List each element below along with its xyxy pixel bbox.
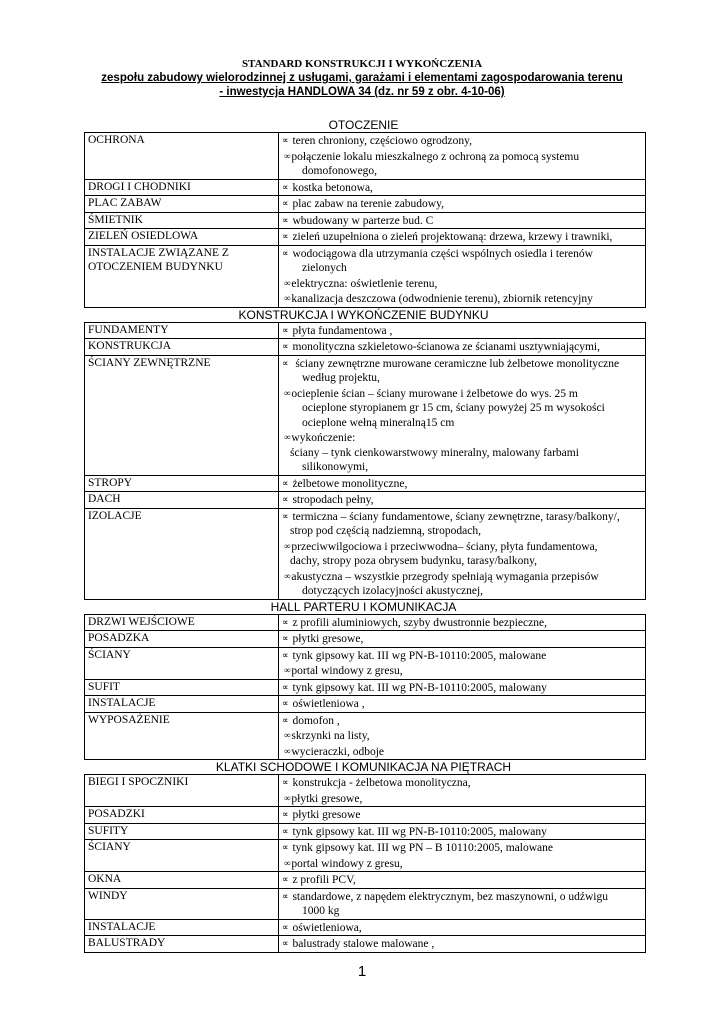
row-label <box>85 696 279 713</box>
section-table <box>84 322 646 600</box>
description-line <box>282 744 643 760</box>
table-row <box>85 872 646 889</box>
bullet-icon: ∞ <box>284 857 291 868</box>
row-description <box>279 936 646 953</box>
row-label-line: ŚCIANY ZEWNĘTRZNE <box>88 356 211 369</box>
description-line <box>282 229 643 245</box>
row-label <box>85 322 279 339</box>
table-row <box>85 647 646 679</box>
bullet-icon: ∞ <box>284 792 291 803</box>
bullet-icon: ∝ <box>282 198 289 208</box>
description-text: kostka betonowa, <box>292 181 373 194</box>
description-line <box>282 936 643 952</box>
description-text: stropodach pełny, <box>292 494 374 506</box>
description-line <box>282 246 643 262</box>
table-row <box>85 212 646 229</box>
bullet-icon: ∝ <box>282 477 289 488</box>
description-line <box>282 680 643 696</box>
description-line <box>282 276 643 292</box>
description-text: oświetleniowa , <box>292 698 365 710</box>
row-description <box>279 492 646 509</box>
document-subtitle-line-1: zespołu zabudowy wielorodzinnej z usługami, garażami i elementami zagospodarowania terenu <box>101 72 623 84</box>
description-line <box>282 416 643 431</box>
description-text: dotyczących izolacyjności akustycznej, <box>302 585 484 597</box>
description-line <box>282 213 643 229</box>
row-description <box>279 679 646 696</box>
table-row <box>85 196 646 213</box>
description-line <box>282 386 643 402</box>
description-line <box>282 133 643 149</box>
row-description <box>279 888 646 919</box>
table-row <box>85 475 646 492</box>
description-text: akustyczna – wszystkie przegrody spełniają wymagania przepisów <box>291 570 599 583</box>
bullet-icon: ∞ <box>284 665 291 675</box>
row-label-line: PLAC ZABAW <box>88 197 162 209</box>
bullet-icon: ∝ <box>282 874 289 884</box>
row-label <box>85 339 279 356</box>
description-text: konstrukcja - żelbetowa monolityczna, <box>292 777 471 789</box>
description-line <box>282 164 643 179</box>
bullet-icon: ∞ <box>284 150 291 161</box>
bullet-icon: ∝ <box>282 214 289 225</box>
row-description <box>279 807 646 824</box>
row-label <box>85 840 279 872</box>
bullet-icon: ∝ <box>282 777 289 787</box>
description-text: tynk gipsowy kat. III wg PN-B-10110:2005, malowany <box>292 681 547 694</box>
table-row <box>85 775 646 807</box>
row-label-line: INSTALACJE <box>88 697 156 709</box>
description-line <box>282 460 643 475</box>
description-text: elektryczna: oświetlenie terenu, <box>291 277 438 290</box>
section-table <box>84 614 646 761</box>
row-label <box>85 936 279 953</box>
row-label-line: IZOLACJE <box>88 509 142 522</box>
description-line <box>282 323 643 339</box>
row-label-line: BIEGI I SPOCZNIKI <box>88 776 189 788</box>
description-line <box>282 663 643 679</box>
document-title: STANDARD KONSTRUKCJI I WYKOŃCZENIA <box>241 58 483 70</box>
table-row <box>85 322 646 339</box>
section-title: OTOCZENIE <box>328 118 399 132</box>
row-description <box>279 196 646 213</box>
table-row <box>85 696 646 713</box>
description-text: standardowe, z napędem elektrycznym, bez maszynowni, o udźwigu <box>292 890 608 903</box>
description-text: ściany – tynk cienkowarstwowy mineralny, malowany farbami <box>290 446 579 459</box>
row-label <box>85 179 279 196</box>
description-line <box>282 648 643 664</box>
description-line <box>282 339 643 355</box>
description-line <box>282 196 643 212</box>
row-label <box>85 475 279 492</box>
table-row <box>85 339 646 356</box>
bullet-icon: ∞ <box>284 277 291 288</box>
row-label-line: OCHRONA <box>88 134 145 146</box>
row-description <box>279 475 646 492</box>
row-label <box>85 229 279 246</box>
row-label-line: SUFITY <box>88 824 129 837</box>
row-label <box>85 872 279 889</box>
description-text: 1000 kg <box>302 905 340 917</box>
description-text: skrzynki na listy, <box>291 730 370 742</box>
table-row <box>85 712 646 760</box>
row-label <box>85 647 279 679</box>
row-label-line: DRZWI WEJŚCIOWE <box>88 615 195 628</box>
document-subtitle-line-2: - inwestycja HANDLOWA 34 (dz. nr 59 z obr. 4-10-06) <box>219 86 505 98</box>
description-text: termiczna – ściany fundamentowe, ściany zewnętrzne, tarasy/balkony/, <box>292 510 620 523</box>
row-description <box>279 614 646 631</box>
row-label-line: OTOCZENIEM BUDYNKU <box>88 261 223 273</box>
description-line <box>282 920 643 936</box>
description-line <box>282 446 643 461</box>
bullet-icon: ∝ <box>282 135 289 145</box>
bullet-icon: ∝ <box>282 510 289 521</box>
bullet-icon: ∝ <box>282 714 289 725</box>
row-label <box>85 919 279 936</box>
row-description <box>279 647 646 679</box>
description-line <box>282 840 643 856</box>
description-text: tynk gipsowy kat. III wg PN – B 10110:2005, malowane <box>292 842 553 854</box>
table-row <box>85 823 646 840</box>
description-text: wbudowany w parterze bud. C <box>292 214 434 227</box>
bullet-icon: ∝ <box>282 247 289 258</box>
description-text: według projektu, <box>302 372 380 384</box>
bullet-icon: ∝ <box>282 921 289 932</box>
description-line <box>282 492 643 508</box>
bullet-icon: ∝ <box>282 633 289 643</box>
description-text: plac zabaw na terenie zabudowy, <box>292 198 444 210</box>
table-row <box>85 679 646 696</box>
description-line <box>282 261 643 276</box>
table-row <box>85 888 646 919</box>
row-label <box>85 823 279 840</box>
description-text: zielonych <box>302 262 347 274</box>
description-text: z profili aluminiowych, szyby dwustronnie bezpieczne, <box>292 616 547 629</box>
section-table <box>84 774 646 953</box>
row-label-line: POSADZKI <box>88 808 145 820</box>
bullet-icon: ∝ <box>282 324 289 335</box>
bullet-icon: ∝ <box>282 825 289 836</box>
description-line <box>282 904 643 919</box>
row-description <box>279 508 646 599</box>
specification-sections <box>84 118 643 953</box>
description-text: z profili PCV, <box>292 874 356 886</box>
description-line <box>282 584 643 599</box>
row-description <box>279 212 646 229</box>
description-text: zieleń uzupełniona o zieleń projektowaną: drzewa, krzewy i trawniki, <box>292 231 613 243</box>
description-line <box>282 791 643 807</box>
description-text: dachy, stropy poza obrysem budynku, tarasy/balkony, <box>290 555 537 567</box>
description-text: oświetleniowa, <box>292 921 362 934</box>
description-text: płytki gresowe, <box>291 792 363 805</box>
description-text: płyta fundamentowa , <box>292 324 393 337</box>
description-text: silikonowymi, <box>302 461 369 473</box>
bullet-icon: ∞ <box>284 293 291 303</box>
table-row <box>85 508 646 599</box>
row-label <box>85 196 279 213</box>
description-text: ściany zewnętrzne murowane ceramiczne lub żelbetowe monolityczne <box>292 357 620 370</box>
bullet-icon: ∝ <box>282 616 289 627</box>
row-description <box>279 339 646 356</box>
description-text: połączenie lokalu mieszkalnego z ochroną za pomocą systemu <box>291 150 580 163</box>
description-line <box>282 476 643 492</box>
bullet-icon: ∝ <box>282 890 289 901</box>
bullet-icon: ∝ <box>282 842 289 852</box>
row-description <box>279 775 646 807</box>
bullet-icon: ∞ <box>284 387 291 398</box>
row-description <box>279 631 646 648</box>
description-text: wykończenie: <box>291 432 356 444</box>
description-text: ocieplone styropianem gr 15 cm, ściany powyżej 25 m wysokości <box>302 402 605 414</box>
row-description <box>279 322 646 339</box>
row-label <box>85 712 279 760</box>
description-line <box>282 539 643 555</box>
description-line <box>282 291 643 307</box>
row-label <box>85 245 279 307</box>
description-text: tynk gipsowy kat. III wg PN-B-10110:2005, malowane <box>292 649 547 662</box>
document-header <box>60 56 664 99</box>
row-description <box>279 133 646 180</box>
description-text: domofon , <box>292 714 340 727</box>
description-text: portal windowy z gresu, <box>291 857 403 870</box>
description-text: ocieplone wełną mineralną15 cm <box>302 416 455 429</box>
description-text: domofonowego, <box>302 165 378 177</box>
bullet-icon: ∝ <box>282 649 289 660</box>
page-number: 1 <box>357 963 367 980</box>
row-label-line: ŚMIETNIK <box>88 213 143 226</box>
bullet-icon: ∝ <box>282 494 289 504</box>
row-description <box>279 355 646 475</box>
description-line <box>282 509 643 525</box>
description-text: płytki gresowe, <box>292 633 364 645</box>
row-label <box>85 807 279 824</box>
description-text: monolityczna szkieletowo-ścianowa ze ścianami usztywniającymi, <box>292 341 600 353</box>
section-table <box>84 132 646 308</box>
row-label-line: WINDY <box>88 889 128 902</box>
description-text: kanalizacja deszczowa (odwodnienie terenu), zbiornik retencyjny <box>291 293 593 305</box>
description-line <box>282 569 643 585</box>
bullet-icon: ∝ <box>282 681 289 692</box>
section-title: KLATKI SCHODOWE I KOMUNIKACJA NA PIĘTRACH <box>215 760 512 774</box>
row-description <box>279 840 646 872</box>
row-label-line: BALUSTRADY <box>88 937 166 949</box>
row-description <box>279 229 646 246</box>
row-label-line: STROPY <box>88 476 133 489</box>
row-label-line: POSADZKA <box>88 632 150 644</box>
description-line <box>282 856 643 872</box>
description-line <box>282 524 643 539</box>
description-text: przeciwwilgociowa i przeciwwodna– ściany, płyta fundamentowa, <box>291 540 598 553</box>
description-text: portal windowy z gresu, <box>291 665 403 677</box>
description-line <box>282 696 643 712</box>
description-line <box>282 824 643 840</box>
row-label-line: DROGI I CHODNIKI <box>88 180 191 193</box>
description-line <box>282 775 643 791</box>
table-row <box>85 807 646 824</box>
row-label-line: ŚCIANY <box>88 648 131 661</box>
table-row <box>85 133 646 180</box>
description-line <box>282 807 643 823</box>
description-line <box>282 430 643 446</box>
table-row <box>85 492 646 509</box>
table-row <box>85 179 646 196</box>
description-line <box>282 401 643 416</box>
table-row <box>85 614 646 631</box>
row-description <box>279 179 646 196</box>
description-line <box>282 728 643 744</box>
row-label <box>85 888 279 919</box>
bullet-icon: ∝ <box>282 357 289 368</box>
description-text: strop pod częścią nadziemną, stropodach, <box>290 525 481 537</box>
description-line <box>282 631 643 647</box>
row-label-line: ŚCIANY <box>88 841 131 853</box>
description-text: płytki gresowe <box>292 809 361 821</box>
bullet-icon: ∞ <box>284 540 291 551</box>
description-text: żelbetowe monolityczne, <box>292 477 408 490</box>
row-label <box>85 133 279 180</box>
row-label <box>85 631 279 648</box>
table-row <box>85 245 646 307</box>
table-row <box>85 919 646 936</box>
row-description <box>279 712 646 760</box>
row-label <box>85 212 279 229</box>
row-label <box>85 355 279 475</box>
row-label <box>85 775 279 807</box>
description-line <box>282 554 643 569</box>
section-title: KONSTRUKCJA I WYKOŃCZENIE BUDYNKU <box>238 307 489 322</box>
bullet-icon: ∝ <box>282 938 289 948</box>
bullet-icon: ∞ <box>284 730 291 740</box>
bullet-icon: ∝ <box>282 698 289 708</box>
row-label-line: FUNDAMENTY <box>88 323 169 336</box>
row-label-line: OKNA <box>88 873 122 885</box>
description-text: tynk gipsowy kat. III wg PN-B-10110:2005, malowany <box>292 825 547 838</box>
row-label <box>85 508 279 599</box>
row-label-line: SUFIT <box>88 680 120 693</box>
description-line <box>282 371 643 386</box>
row-label-line: INSTALACJE <box>88 920 156 933</box>
row-label-line: KONSTRUKCJA <box>88 340 172 352</box>
row-label <box>85 679 279 696</box>
bullet-icon: ∞ <box>284 432 291 442</box>
table-row <box>85 355 646 475</box>
bullet-icon: ∝ <box>282 181 289 192</box>
row-label-line: WYPOSAŻENIE <box>88 713 170 726</box>
row-label-line: ZIELEŃ OSIEDLOWA <box>88 230 199 242</box>
description-text: wodociągowa dla utrzymania części wspólnych osiedla i terenów <box>292 247 593 260</box>
description-text: teren chroniony, częściowo ogrodzony, <box>292 135 473 147</box>
description-text: wycieraczki, odboje <box>291 745 385 758</box>
row-label <box>85 614 279 631</box>
bullet-icon: ∞ <box>284 745 291 756</box>
table-row <box>85 229 646 246</box>
bullet-icon: ∝ <box>282 341 289 351</box>
bullet-icon: ∞ <box>284 570 291 581</box>
row-label <box>85 492 279 509</box>
description-line <box>282 149 643 165</box>
section-title: HALL PARTERU I KOMUNIKACJA <box>270 599 457 614</box>
description-text: ocieplenie ścian – ściany murowane i żelbetowe do wys. 25 m <box>291 387 578 400</box>
row-description <box>279 919 646 936</box>
row-description <box>279 245 646 307</box>
row-label-line: INSTALACJE ZWIĄZANE Z <box>88 246 229 259</box>
bullet-icon: ∝ <box>282 809 289 819</box>
row-description <box>279 872 646 889</box>
table-row <box>85 840 646 872</box>
description-line <box>282 356 643 372</box>
table-row <box>85 631 646 648</box>
row-description <box>279 696 646 713</box>
description-text: balustrady stalowe malowane , <box>292 938 435 950</box>
row-description <box>279 823 646 840</box>
bullet-icon: ∝ <box>282 231 289 241</box>
description-line <box>282 872 643 888</box>
description-line <box>282 713 643 729</box>
description-line <box>282 180 643 196</box>
description-line <box>282 615 643 631</box>
row-label-line: DACH <box>88 493 121 505</box>
description-line <box>282 889 643 905</box>
table-row <box>85 936 646 953</box>
